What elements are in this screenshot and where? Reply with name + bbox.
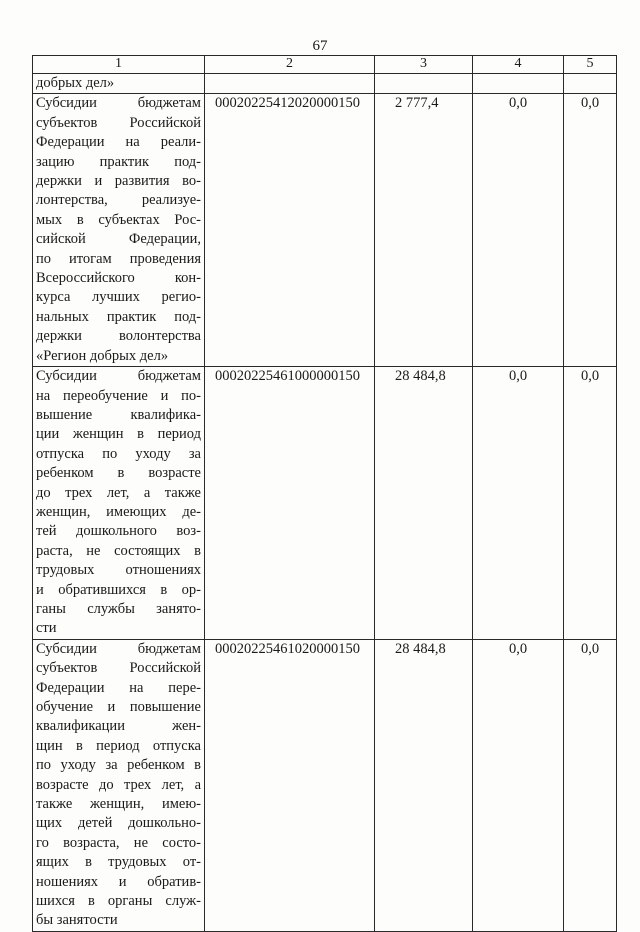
column-header: 5	[564, 56, 617, 74]
description-line: сийской Федерации,	[36, 231, 201, 248]
description-line: Федерации на реали-	[36, 134, 201, 151]
description-line: ребенком в возрасте	[36, 465, 201, 482]
table-body	[33, 94, 617, 931]
description-line: обучение и повышение	[36, 699, 201, 715]
description-line: Федерации на пере-	[36, 679, 201, 696]
description-line: шихся в органы служ-	[36, 893, 201, 910]
description-line: Субсидии бюджетам	[36, 640, 201, 657]
column-header: 4	[473, 56, 564, 74]
continuation-text: добрых дел»	[33, 74, 205, 94]
amount-cell: 0,0	[564, 367, 617, 640]
description-line: ящих в трудовых от-	[36, 854, 201, 871]
amount-cell: 28 484,8	[375, 367, 473, 640]
description-line: женщин, имеющих де-	[36, 503, 201, 520]
description-line: ношениях и обратив-	[36, 873, 201, 890]
description-line: зацию практик под-	[36, 153, 201, 170]
table-cell	[564, 74, 617, 94]
description-line: также женщин, имею-	[36, 796, 201, 813]
description-line: нальных практик под-	[36, 308, 201, 325]
table-row	[33, 94, 617, 367]
amount-cell: 0,0	[473, 367, 564, 640]
description-line: возрасте до трех лет, а	[36, 776, 201, 793]
description-line: бы занятости	[36, 912, 118, 929]
continuation-row	[33, 74, 617, 94]
description-line: мых в субъектах Рос-	[36, 211, 201, 228]
table-row	[33, 639, 617, 931]
budget-code: 00020225412020000150	[205, 94, 375, 367]
description-line: вышение квалифика-	[36, 406, 201, 423]
description-line: Всероссийского кон-	[36, 270, 201, 287]
amount-cell: 28 484,8	[375, 639, 473, 931]
description-line: на переобучение и по-	[36, 387, 201, 404]
amount-cell: 0,0	[473, 639, 564, 931]
column-header: 1	[33, 56, 205, 74]
amount-cell: 0,0	[564, 639, 617, 931]
description-line: курса лучших регио-	[36, 289, 201, 306]
table-header-row	[33, 56, 617, 74]
column-header: 3	[375, 56, 473, 74]
column-header: 2	[205, 56, 375, 74]
budget-table	[32, 55, 617, 932]
description-line: и обратившихся в ор-	[36, 581, 201, 598]
description-line: тей дошкольного воз-	[36, 523, 201, 540]
description-line: квалификации жен-	[36, 718, 201, 735]
description-line: отпуска по уходу за	[36, 445, 201, 462]
description-line: держки и развития во-	[36, 173, 201, 190]
table-cell	[205, 74, 375, 94]
table-cell	[375, 74, 473, 94]
description-line: «Регион добрых дел»	[36, 347, 169, 364]
row-description	[33, 639, 205, 931]
description-line: Субсидии бюджетам	[36, 368, 201, 385]
description-line: щих детей дошкольно-	[36, 815, 201, 832]
description-line: держки волонтерства	[36, 328, 201, 345]
description-line: раста, не состоящих в	[36, 542, 201, 559]
description-line: по итогам проведения	[36, 250, 201, 267]
table-cell	[473, 74, 564, 94]
description-line: трудовых отношениях	[36, 562, 201, 579]
amount-cell: 0,0	[564, 94, 617, 367]
description-line: щин в период отпуска	[36, 737, 201, 754]
budget-code: 00020225461020000150	[205, 639, 375, 931]
budget-code: 00020225461000000150	[205, 367, 375, 640]
description-line: го возраста, не состо-	[36, 834, 201, 851]
description-line: Субсидии бюджетам	[36, 95, 201, 112]
table-row	[33, 367, 617, 640]
amount-cell: 2 777,4	[375, 94, 473, 367]
description-line: ции женщин в период	[36, 426, 201, 443]
amount-cell: 0,0	[473, 94, 564, 367]
description-line: по уходу за ребенком в	[36, 757, 201, 774]
description-line: сти	[36, 620, 57, 637]
description-line: субъектов Российской	[36, 660, 201, 677]
page-number: 67	[312, 38, 328, 54]
description-line: лонтерства, реализуе-	[36, 192, 201, 209]
description-line: ганы службы занято-	[36, 600, 201, 617]
description-line: до трех лет, а также	[36, 484, 201, 501]
row-description	[33, 94, 205, 367]
description-line: субъектов Российской	[36, 114, 201, 131]
row-description	[33, 367, 205, 640]
